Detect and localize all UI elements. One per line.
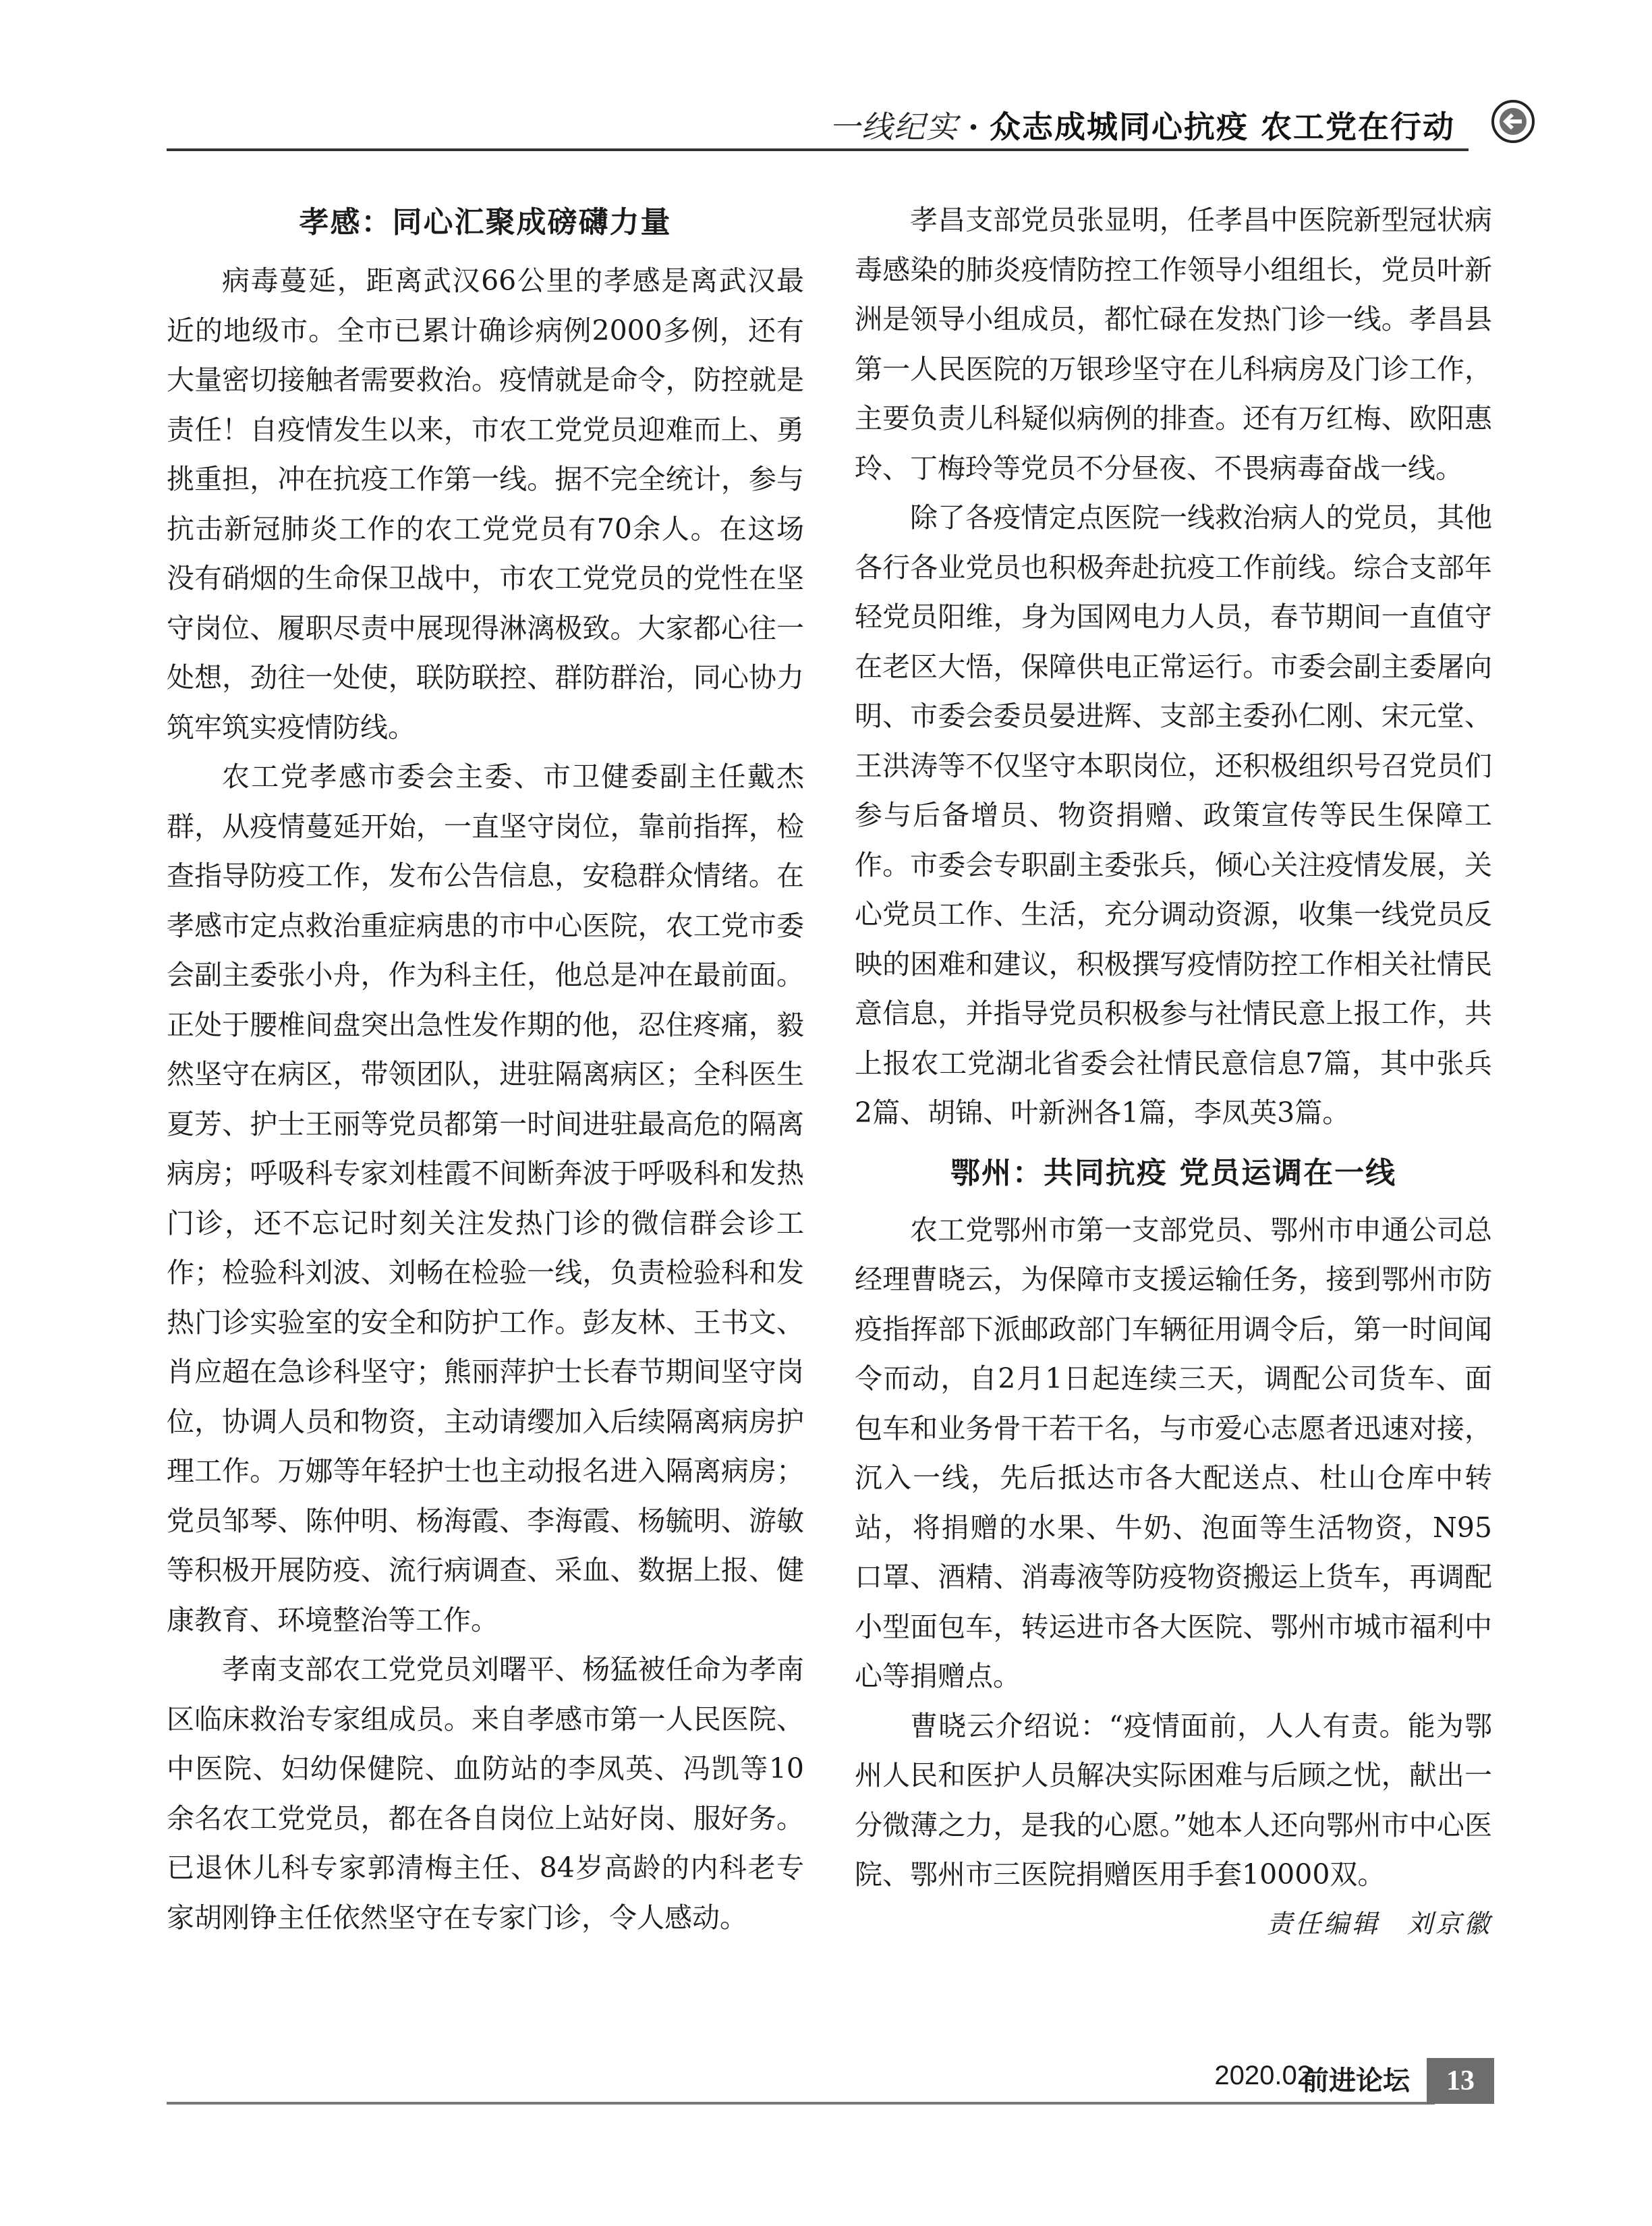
paragraph: 病毒蔓延，距离武汉66公里的孝感是离武汉最近的地级市。全市已累计确诊病例2000多例，还有大量密切接触者需要救治。疫情就是命令，防控就是责任！自疫情发生以来，市农工党党员迎难而上、勇挑重担，冲在抗疫工作第一线。据不完全统计，参与抗击新冠肺炎工作的农工党党员有70余人。在这场没有硝烟的生命保卫战中，市农工党党员的党性在坚守岗位、履职尽责中展现得淋漓极致。大家都心往一处想，劲往一处使，联防联控、群防群治，同心协力筑牢筑实疫情防线。	[167, 265, 804, 744]
separator: ·	[967, 109, 980, 145]
section-title-ezhou: 鄂州：共同抗疫 党员运调在一线	[950, 1155, 1397, 1190]
running-head	[829, 103, 1455, 147]
page-footer	[167, 2051, 1494, 2105]
paragraph: 农工党鄂州市第一支部党员、鄂州市申通公司总经理曹晓云，为保障市支援运输任务，接到鄂州市防疫指挥部下派邮政部门车辆征用调令后，第一时间闻令而动，自2月1日起连续三天，调配公司货车、面包车和业务骨干若干名，与市爱心志愿者迅速对接，沉入一线，先后抵达市各大配送点、杜山仓库中转站，将捐赠的水果、牛奶、泡面等生活物资，N95口罩、酒精、消毒液等防疫物资搬运上货车，再调配小型面包车，转运进市各大医院、鄂州市城市福利中心等捐赠点。	[855, 1213, 1492, 1692]
magazine-name: 前进论坛	[1302, 2065, 1410, 2096]
paragraph: 农工党孝感市委会主委、市卫健委副主任戴杰群，从疫情蔓延开始，一直坚守岗位，靠前指挥，检查指导防疫工作，发布公告信息，安稳群众情绪。在孝感市定点救治重症病患的市中心医院，农工党市委会副主委张小舟，作为科主任，他总是冲在最前面。正处于腰椎间盘突出急性发作期的他，忍住疼痛，毅然坚守在病区，带领团队，进驻隔离病区；全科医生夏芳、护士王丽等党员都第一时间进驻最高危的隔离病房；呼吸科专家刘桂霞不间断奔波于呼吸科和发热门诊，还不忘记时刻关注发热门诊的微信群会诊工作；检验科刘波、刘畅在检验一线，负责检验科和发热门诊实验室的安全和防护工作。彭友林、王书文、肖应超在急诊科坚守；熊丽萍护士长春节期间坚守岗位，协调人员和物资，主动请缨加入后续隔离病房护理工作。万娜等年轻护士也主动报名进入隔离病房；党员邹琴、陈仲明、杨海霞、李海霞、杨毓明、游敏等积极开展防疫、流行病调查、采血、数据上报、健康教育、环境整治等工作。	[167, 760, 804, 1636]
header-rule	[167, 148, 1469, 151]
footer-rule	[167, 2102, 1435, 2105]
section-title-xiaogan: 孝感：同心汇聚成磅礴力量	[299, 205, 672, 240]
editor-credit	[855, 1900, 1492, 1947]
paragraph: 曹晓云介绍说：“疫情面前，人人有责。能为鄂州人民和医护人员解决实际困难与后顾之忧，献出一分微薄之力，是我的心愿。”她本人还向鄂州市中心医院、鄂州市三医院捐赠医用手套10000双。	[855, 1709, 1492, 1891]
paragraph: 孝南支部农工党党员刘曙平、杨猛被任命为孝南区临床救治专家组成员。来自孝感市第一人民医院、中医院、妇幼保健院、血防站的李凤英、冯凯等10余名农工党党员，都在各自岗位上站好岗、服好务。已退休儿科专家郭清梅主任、84岁高龄的内科老专家胡刚铮主任依然坚守在专家门诊，令人感动。	[167, 1653, 804, 1934]
right-column	[855, 196, 1492, 1947]
editor-name: 刘京徽	[1406, 1908, 1492, 1939]
header-title: 众志成城同心抗疫 农工党在行动	[989, 109, 1455, 145]
issue-date: 2020.02	[1214, 2061, 1312, 2090]
paragraph: 除了各疫情定点医院一线救治病人的党员，其他各行各业党员也积极奔赴抗疫工作前线。综合支部年轻党员阳维，身为国网电力人员，春节期间一直值守在老区大悟，保障供电正常运行。市委会副主委屠向明、市委会委员晏进辉、支部主委孙仁刚、宋元堂、王洪涛等不仅坚守本职岗位，还积极组织号召党员们参与后备增员、物资捐赠、政策宣传等民生保障工作。市委会专职副主委张兵，倾心关注疫情发展，关心党员工作、生活，充分调动资源，收集一线党员反映的困难和建议，积极撰写疫情防控工作相关社情民意信息，并指导党员积极参与社情民意上报工作，共上报农工党湖北省委会社情民意信息7篇，其中张兵2篇、胡锦、叶新洲各1篇，李凤英3篇。	[855, 501, 1492, 1129]
page-header	[167, 88, 1549, 162]
editor-label: 责任编辑	[1266, 1908, 1380, 1939]
column-name: 一线纪实	[828, 109, 959, 145]
paragraph: 孝昌支部党员张显明，任孝昌中医院新型冠状病毒感染的肺炎疫情防控工作领导小组组长，党员叶新洲是领导小组成员，都忙碌在发热门诊一线。孝昌县第一人民医院的万银珍坚守在儿科病房及门诊工作，主要负责儿科疑似病例的排查。还有万红梅、欧阳惠玲、丁梅玲等党员不分昼夜、不畏病毒奋战一线。	[855, 204, 1492, 484]
page-number: 13	[1427, 2058, 1494, 2104]
back-arrow-icon	[1491, 100, 1535, 143]
left-column	[167, 196, 804, 1943]
